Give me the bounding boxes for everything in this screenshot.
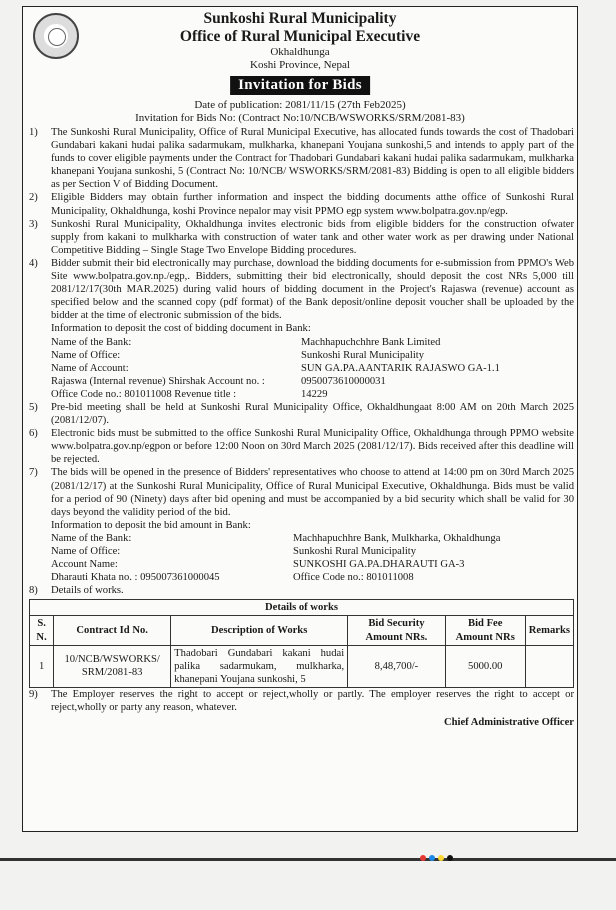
kv-row: Name of the Bank: Machhapuchhre Bank, Mulkharka, Okhaldhunga: [51, 532, 501, 544]
bid-number: Invitation for Bids No: (Contract No:10/NCB/WSWORKS/SRM/2081-83): [135, 112, 465, 124]
page-divider: [0, 858, 616, 861]
dot-icon: [429, 855, 435, 861]
list-item: 8) Details of works.: [29, 585, 124, 597]
district: Okhaldhunga: [270, 46, 330, 58]
list-item: 3) Sunkoshi Rural Municipality, Okhaldhunga invites electronic bids from eligible bidders for the construction ofwater supply from kakani to mulkharka with construction of water tank and other water work as per drawing under National Competitive Bidding – Single Stage Two Envelope Bidding procedures.: [29, 218, 574, 256]
bank-info: Information to deposit the cost of bidding document in Bank: Name of the Bank: Machhapuchchhre Bank Limited Name of Office: Sunkoshi Rural Municipality Name of Account: SUN GA.PA.AANTARIK RAJASWO GA-1.1 Rajaswa (Internal revenue) Shirshak Account no. : 0950073610000031 Office Code no.: 801011008 Revenue title : 14229: [29, 322, 574, 401]
list-item: 2) Eligible Bidders may obtain further information and inspect the bidding documents atthe office of Sunkoshi Rural Municipality, Okhaldhunga, koshi Province nepalor may visit PPMO egp system www.bolpatra.gov.np/egp.: [29, 192, 574, 217]
kv-row: Office Code no.: 801011008 Revenue title : 14229: [51, 388, 328, 400]
brand-dots: [420, 855, 453, 861]
kv-row: Rajaswa (Internal revenue) Shirshak Account no. : 0950073610000031: [51, 375, 386, 387]
title-office: Office of Rural Municipal Executive: [179, 28, 421, 45]
dot-icon: [420, 855, 426, 861]
kv-row: Dharauti Khata no. : 095007361000045 Office Code no.: 801011008: [51, 572, 414, 584]
invitation-banner: Invitation for Bids: [230, 76, 370, 95]
dot-icon: [438, 855, 444, 861]
table-header-row: S. N. Contract Id No. Description of Works Bid Security Amount NRs. Bid Fee Amount NRs Remarks: [30, 616, 574, 645]
publication-date: Date of publication: 2081/11/15 (27th Feb2025): [194, 99, 406, 111]
table-caption: Details of works: [30, 600, 574, 616]
bid-bank-info: Information to deposit the bid amount in Bank: Name of the Bank: Machhapuchhre Bank, Mulkharka, Okhaldhunga Name of Office: Sunkoshi Rural Municipality Account Name: SUNKOSHI GA.PA.DHARAUTI GA-3 Dharauti Khata no. : 095007361000045 Office Code no.: 801011008: [29, 519, 574, 584]
province: Koshi Province, Nepal: [250, 59, 350, 71]
table-row: 1 10/NCB/WSWORKS/ SRM/2081-83 Thadobari Gundabari kakani hudai palika sadarmukam, mulkharka, khanepani Youjana sunkoshi, 5 8,48,700/- 5000.00: [30, 645, 574, 687]
notice-body: [29, 126, 574, 729]
list-item: 4) Bidder submit their bid electronically may purchase, download the bidding documents for e-submission from PPMO's Web Site www.bolpatra.gov.np./egp,. Bidders, submitting their bid electronically, should deposit the cost NRs 5,000 till 2081/12/17(30th MAR.2025) during valid hours of bidding document in the Project's Rajaswa (revenue) account as specified below and the scanned copy (pdf format) of the Bank deposit/online deposit voucher shall be uploaded by the bidder at the time of electronic submission of the bids.: [29, 257, 574, 322]
notice-page: [22, 6, 578, 832]
list-item: 5) Pre-bid meeting shall be held at Sunkoshi Rural Municipality Office, Okhaldhungaat 8:00 AM on 20th March 2025 (2081/12/07).: [29, 401, 574, 427]
kv-row: Name of Office: Sunkoshi Rural Municipality: [51, 349, 425, 361]
kv-row: Name of the Bank: Machhapuchchhre Bank Limited: [51, 336, 441, 348]
title-municipality: Sunkoshi Rural Municipality: [203, 10, 397, 27]
kv-row: Account Name: SUNKOSHI GA.PA.DHARAUTI GA-3: [51, 559, 465, 571]
list-item: 9) The Employer reserves the right to accept or reject,wholly or partly. The employer reserves the right to accept or reject,wholly or party any reason, whatever.: [29, 688, 574, 714]
list-item: 7) The bids will be opened in the presence of Bidders' representatives who choose to attend at 14:00 pm on 30rd March 2025 (2081/12/17) at the Sunkoshi Rural Municipality, Office of Rural Municipal Executive, Okhaldhunga. Bids must be valid for a period of 90 (Ninety) days after bid opening and must be accompanied by a bid security which shall be valid for 30 days beyond the validity period of the bid.: [29, 467, 574, 518]
list-item: 6) Electronic bids must be submitted to the office Sunkoshi Rural Municipality Office, Okhaldhunga through PPMO website www.bolpatra.gov.np/egpon or before 12:00 Noon on 30rd March 2025 (2081/12/17). Bids received after this deadline will be rejected.: [29, 428, 574, 466]
list-item: 1) The Sunkoshi Rural Municipality, Office of Rural Municipal Executive, has allocated funds towards the cost of Thadobari Gundabari kakani hudai palika sadarmukam, mulkharka, khanepani Youjana sunkoshi,5 and intends to apply part of the funds to cover eligible payments under the Contract for Thadobari Gundabari kakani hudai palika sadarmukam, mulkharka khanepani Youjana sunkoshi, 5 (Contract No: 10/NCB/ WSWORKS/SRM/2081-83) Bidding is open to all eligible bidders as per Section V of Bidding Document.: [29, 127, 574, 191]
dot-icon: [447, 855, 453, 861]
works-table: [29, 599, 574, 688]
signature: Chief Administrative Officer: [443, 717, 574, 729]
kv-row: Name of Office: Sunkoshi Rural Municipality: [51, 546, 417, 557]
kv-row: Name of Account: SUN GA.PA.AANTARIK RAJASWO GA-1.1: [51, 362, 500, 374]
